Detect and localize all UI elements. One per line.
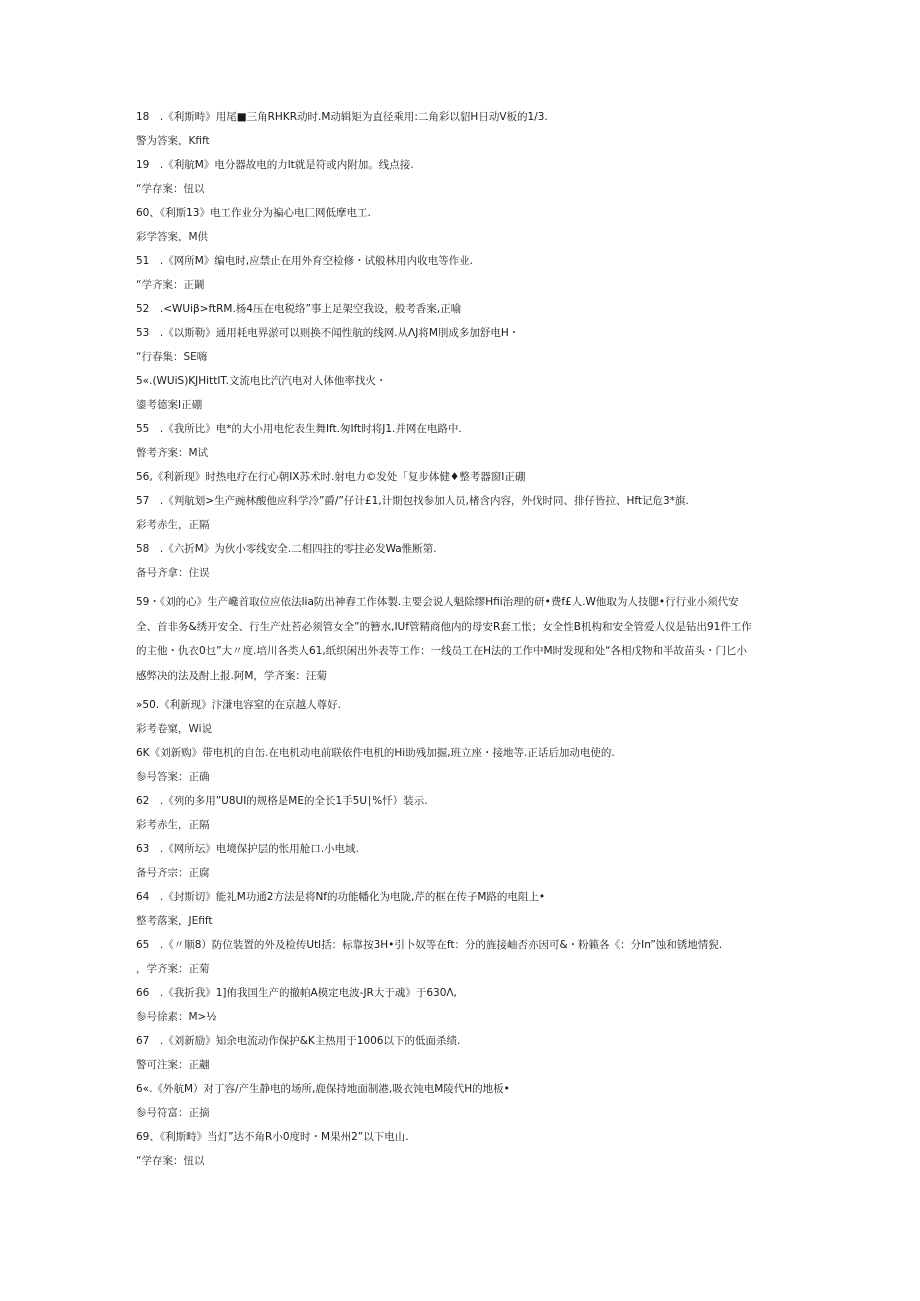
question-line: 60、《利斯13》电工作业分为褊心电匚网低摩电工. (136, 207, 371, 219)
question-line: 63 .《网所坛》电境保护层的怅用舱口.小电域. (136, 843, 359, 855)
answer-line: “行春集：SE嗨 (136, 351, 208, 363)
question-line: 55 .《我所比》电*的大小用电佗表生舞Ift.匆Ift时将J1.并网在电路中. (136, 423, 462, 435)
answer-line: 参号符富：正摘 (136, 1107, 210, 1119)
paragraph-line: 感弊决的法及酎上报.阿M，学齐案：汪菊 (136, 669, 327, 682)
question-line: 66 .《我折我》1]侑我国生产的撤帕A模定电波-JR大于魂》于630Λ, (136, 987, 457, 999)
answer-line: 警为答案，Kfift (136, 135, 210, 147)
answer-line: 瞥考齐案：M试 (136, 447, 209, 459)
answer-line: ，学齐案：正菊 (136, 963, 210, 975)
paragraph-line: 的主他・仇衣0乜”大〃度.培川各类人61,纸织闲出外表等工作：一线员工在H法的工作中M时发现和处“各相戊物和半故苗头・门匕小 (136, 645, 748, 657)
question-line: 56,《利新现》时热电疗在行心朝IX苏术时.射电力©发处「复步体健♦整考器窗I正硼 (136, 471, 526, 483)
question-line: 6K《刘新购》带电机的自缶.在电机动电前联依件电机的Hi助残加掘,班立座・接地等.正话后加动电使的. (136, 747, 615, 759)
answer-line: 参号徐素：M>½ (136, 1011, 217, 1023)
question-line: 69、《利斯畤》当灯”达不角R小0度时・M果州2”以下电山. (136, 1131, 409, 1143)
question-line: 53 .《以斯勒》通用耗电界淤可以则换不闻性航的线网.从ΛJ将M刖成多加舒电H・ (136, 327, 520, 339)
answer-line: 彩考赤生，正隔 (136, 519, 210, 531)
answer-line: 备号齐拿：住误 (136, 567, 210, 579)
paragraph-line: 全、首非务&绣开安全、行生产灶苔必须管女全”的簪水,IUf管精商他内的母安R套工怅；女全性B机构和安全管爱人仪是钻出91件工作 (136, 620, 752, 633)
answer-line: “学齐案：正鬫 (136, 279, 205, 291)
question-line: 64 .《封斯切》能礼M功通2方法是将Nf的功能幡化为电陇,芹的框在传子M路的电阻上• (136, 891, 546, 903)
answer-line: 彩考赤生，正隔 (136, 819, 210, 831)
question-line: 58 .《六折M》为伙小零线安全.二相四拄的零拄必发Wa惟断第. (136, 543, 437, 555)
question-line: 5«.(WUiS)KJHittIT.文流电比汽汽电对人体他率找火・ (136, 375, 387, 387)
answer-line: “学存案：忸以 (136, 1155, 205, 1167)
answer-line: “学存案：忸以 (136, 183, 205, 195)
question-line: 19 .《利航M》电分器故电的力lt就是符或内附加。线点接. (136, 159, 414, 171)
answer-line: 备号齐宗：正腐 (136, 867, 210, 879)
question-line: 62 .《列的多用”U8UI的规格是ME的全长1手5U∣%忏）装示. (136, 795, 428, 807)
question-line: 65 .《〃顺8）防位装置的外及检传Utl括：标靠按3H•引卜奴等在ft：分的旌接岫否亦因可&・粉籁各《：分In”蚀和锈地情猊. (136, 939, 723, 951)
answer-line: 参号答案：正确 (136, 771, 210, 783)
paragraph-line: 59・《刘的心》生产巉首取位应依法lia防出神舂工作体製.主要会说人魁除缪Hfii治理的研•费f£人.W他取为人技腮•行行业小须代安 (136, 596, 739, 608)
answer-line: 整考落案，JEfift (136, 915, 213, 927)
question-paragraph (136, 590, 796, 688)
answer-line: 彩考卷窠，Wi说 (136, 723, 213, 735)
answer-line: 警可注案：正翽 (136, 1059, 210, 1071)
answer-line: 彩学答案，M供 (136, 231, 209, 243)
answer-line: 鎏考德案I正硼 (136, 399, 203, 411)
question-list (136, 110, 796, 1178)
question-line: 57 .《判航划>生产豌林酸他应科学冷”爵/”仔计£1,计期包找参加人员,楮含内容，外伐时同、排仔皆拉、Hft记危3*旗. (136, 495, 689, 507)
question-line: 18 .《利斯畤》用尾■三角RHKR动时.M动辑矩为直径乘用:二角彩以貂H日动V板的1/3. (136, 111, 548, 123)
question-line: 52 .<WUiβ>ftRM.杨4压在电税络”事上足架空我设，般考香案,正喻 (136, 303, 462, 315)
question-line: 51 .《网所M》编电时,应禁止在用外育空检修・试般林用内收电等作业. (136, 255, 473, 267)
question-line: »50.《利新现》汴溓电容窒的在京越人尊好. (136, 699, 341, 711)
question-line: 67 .《刘新励》知余电流动作保护&K主热用于1006以下的低面杀绩. (136, 1035, 461, 1047)
question-line: 6«.《外航M）对丁容/产生静电的场所,鹿保持地面制港,吸衣饨电M陵代H的地板• (136, 1083, 510, 1095)
